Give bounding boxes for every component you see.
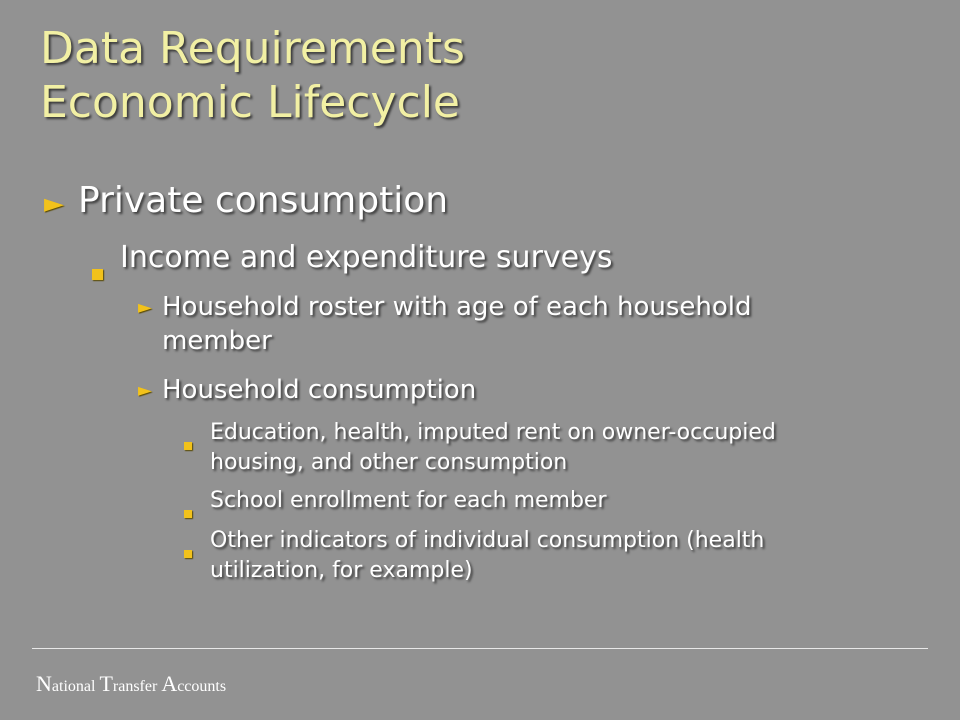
- bullet-school-enrollment: [184, 486, 844, 527]
- slide-title: [40, 22, 920, 130]
- triangle-bullet-icon: ►: [138, 297, 152, 318]
- footer-text: National Transfer Accounts: [36, 671, 227, 696]
- title-line-2: Economic Lifecycle: [40, 77, 460, 128]
- bullet-text: Education, health, imputed rent on owner-occupied housing, and other consumption: [210, 420, 776, 475]
- square-bullet-icon: [92, 238, 120, 291]
- bullet-education-health: [184, 418, 844, 478]
- square-bullet-icon: [184, 486, 210, 527]
- bullet-text: Household consumption: [162, 375, 477, 405]
- square-bullet-icon: [184, 418, 210, 459]
- triangle-bullet-icon: ►: [138, 380, 152, 401]
- triangle-bullet-icon: ►: [44, 189, 64, 219]
- bullet-text: Income and expenditure surveys: [120, 240, 613, 275]
- title-line-1: Data Requirements: [40, 23, 465, 74]
- bullet-text: Private consumption: [78, 180, 449, 221]
- bullet-private-consumption: [44, 178, 448, 227]
- bullet-income-surveys: [92, 238, 613, 291]
- bullet-text: Other indicators of individual consumption (health utilization, for example): [210, 528, 765, 583]
- bullet-other-indicators: [184, 526, 844, 586]
- bullet-household-consumption: [138, 373, 838, 408]
- square-bullet-icon: [184, 526, 210, 567]
- bullet-text: Household roster with age of each household member: [162, 292, 752, 356]
- bullet-household-roster: [138, 290, 838, 358]
- footer-divider: [32, 648, 928, 649]
- bullet-text: School enrollment for each member: [210, 488, 607, 513]
